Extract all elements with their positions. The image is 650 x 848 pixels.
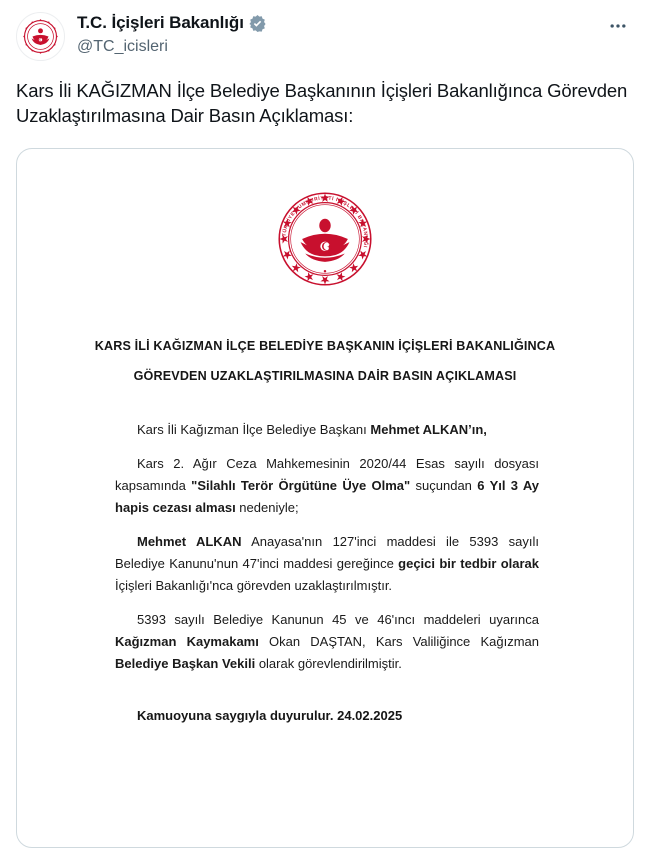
ministry-seal-icon xyxy=(273,187,377,291)
document-paragraph xyxy=(115,419,539,441)
body-text: Anayasa'nın 127'inci maddesi ile 5393 sayılı Belediye Kanunu'nun 47'inci maddesi gereğince xyxy=(115,534,539,571)
emphasis-text: Belediye Başkan Vekili xyxy=(115,656,256,671)
body-text: Kars 2. Ağır Ceza Mahkemesinin 2020/44 Esas sayılı dosyası kapsamında xyxy=(115,456,539,493)
tweet-header xyxy=(16,12,634,61)
document-paragraph xyxy=(115,531,539,597)
verified-badge-icon xyxy=(248,14,267,33)
emphasis-text: geçici bir tedbir olarak xyxy=(398,556,539,571)
document-body xyxy=(17,419,633,723)
body-text: Okan DAŞTAN, Kars Valiliğince Kağızman xyxy=(258,634,539,649)
document-closing-line: Kamuoyuna saygıyla duyurulur. 24.02.2025 xyxy=(137,708,403,723)
document-paragraph xyxy=(115,453,539,519)
more-options-button[interactable] xyxy=(602,14,634,38)
emphasis-text: Mehmet ALKAN xyxy=(137,534,242,549)
emphasis-text: Mehmet ALKAN’ın, xyxy=(370,422,487,437)
ministry-of-interior-emblem-icon xyxy=(17,13,64,60)
document-title-line-1: KARS İLİ KAĞIZMAN İLÇE BELEDİYE BAŞKANIN İÇİŞLERİ BAKANLIĞINCA xyxy=(94,339,556,353)
tweet-text: Kars İli KAĞIZMAN İlçe Belediye Başkanının İçişleri Bakanlığınca Görevden Uzaklaştırılmasına Dair Basın Açıklaması: xyxy=(16,80,628,126)
body-text: nedeniyle; xyxy=(235,500,299,515)
account-identity xyxy=(77,12,602,57)
document-paragraph xyxy=(115,609,539,675)
emphasis-text: Kağızman Kaymakamı xyxy=(115,634,259,649)
document-title-line-2: GÖREVDEN UZAKLAŞTIRILMASINA DAİR BASIN AÇIKLAMASI xyxy=(133,369,517,383)
document-title xyxy=(17,331,633,391)
document-seal-wrapper xyxy=(17,187,633,291)
avatar[interactable] xyxy=(16,12,65,61)
emphasis-text: 6 Yıl 3 Ay hapis cezası alması xyxy=(115,478,540,515)
emphasis-text: "Silahlı Terör Örgütüne Üye Olma" xyxy=(191,478,411,493)
more-options-icon xyxy=(608,16,628,36)
body-text: İçişleri Bakanlığı'nca görevden uzaklaştırılmıştır. xyxy=(115,578,393,593)
body-text: Kars İli Kağızman İlçe Belediye Başkanı xyxy=(137,422,371,437)
display-name[interactable]: T.C. İçişleri Bakanlığı xyxy=(77,13,244,32)
account-handle[interactable]: @TC_icisleri xyxy=(77,38,168,55)
display-name-row xyxy=(77,13,602,33)
tweet-container xyxy=(0,0,650,128)
body-text: olarak görevlendirilmiştir. xyxy=(255,656,402,671)
seal-outer-text: TÜRKİYE CUMHURİYETİ İÇİŞLERİ BAKANLIĞI xyxy=(282,196,368,249)
tweet-media-card[interactable] xyxy=(16,148,634,848)
press-release-document xyxy=(17,149,633,723)
body-text: 5393 sayılı Belediye Kanunun 45 ve 46'ıncı maddeleri uyarınca xyxy=(137,612,539,627)
body-text: suçundan xyxy=(410,478,478,493)
